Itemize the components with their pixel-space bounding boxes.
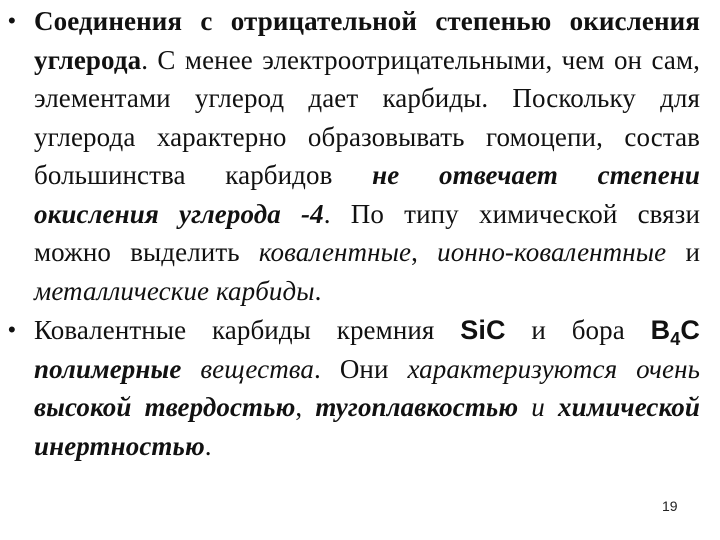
body-text: . (204, 430, 212, 461)
bullet-marker: • (8, 317, 16, 342)
emphasis-text: химической инертностью (34, 392, 700, 461)
chemical-formula (650, 315, 700, 349)
body-text (181, 354, 200, 384)
emphasis-text: высокой твердостью (34, 392, 296, 422)
bullet-item-carbides-intro (8, 2, 700, 310)
page-number: 19 (662, 498, 678, 514)
body-text: , (295, 392, 316, 422)
italic-term: и (531, 392, 545, 422)
body-text: и (666, 237, 700, 267)
body-text: Ковалентные карбиды кремния (34, 315, 461, 345)
body-text: . Они (314, 353, 408, 384)
chemical-formula: SiC (460, 315, 506, 345)
body-text (545, 392, 558, 422)
formula-element: C (680, 315, 700, 345)
italic-term: вещества (200, 353, 315, 384)
body-text (518, 392, 531, 422)
body-text: и бора (505, 315, 651, 345)
formula-subscript: 4 (670, 329, 681, 349)
emphasis-text: тугоплавкостью (315, 392, 519, 422)
bullet-list (8, 2, 700, 465)
body-text: . По типу химической связи можно выделить (34, 198, 700, 267)
bullet-marker: • (8, 8, 16, 33)
italic-term: ковалентные (258, 237, 412, 267)
body-text: , (411, 237, 438, 267)
emphasis-text: не отвечает степени окисления углерода -4 (34, 160, 700, 229)
body-text: . С менее электроотрицательными, чем он сам, элементами углерод дает карбиды. Поскольку для углерода характерно образовывать гомоцепи, состав большинства карбидов (34, 44, 700, 190)
bullet-item-covalent-carbides (8, 311, 700, 465)
body-text: . (314, 275, 322, 306)
bold-heading-text: Соединения с отрицательной степенью окисления углерода (34, 6, 700, 75)
italic-term: характеризуются очень (407, 353, 700, 384)
italic-term: ионно-ковалентные (437, 237, 667, 267)
emphasis-text: полимерные (34, 353, 182, 384)
formula-element: B (650, 315, 671, 345)
italic-term: металлические карбиды (34, 275, 315, 306)
